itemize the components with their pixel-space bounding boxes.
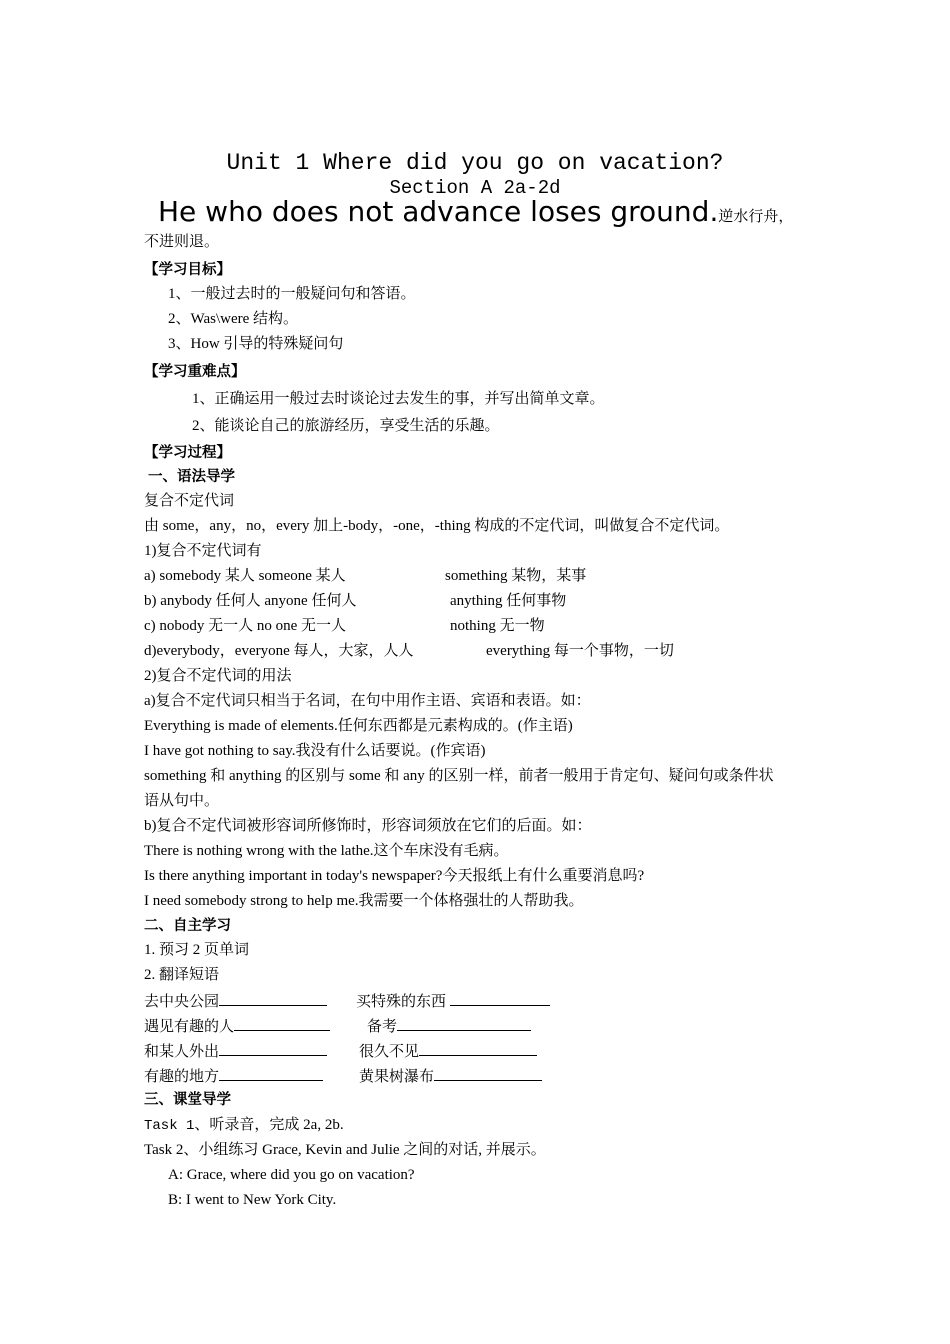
example-sentence: Everything is made of elements.任何东西都是元素构成的。(作主语): [144, 718, 573, 734]
pronoun-row-right: anything 任何事物: [450, 593, 567, 609]
phrase-left: [144, 1015, 330, 1037]
phrase-left: [144, 990, 327, 1012]
phrase-label: 黄果树瀑布: [359, 1069, 435, 1085]
goal-item: 3、How 引导的特殊疑问句: [168, 336, 344, 352]
pronoun-row-right: everything 每一个事物，一切: [486, 643, 674, 659]
grammar-intro: 由 some，any，no，every 加上-body，-one，-thing 构成的不定代词，叫做复合不定代词。: [144, 518, 730, 534]
phrase-label: 备考: [367, 1019, 398, 1035]
usage-note-continued: 语从句中。: [144, 793, 220, 809]
usage-note: something 和 anything 的区别与 some 和 any 的区别一样，前者一般用于肯定句、疑问句或条件状: [144, 768, 774, 784]
self-study-item: 1. 预习 2 页单词: [144, 942, 250, 958]
pronoun-row-left: d)everybody，everyone 每人，大家，人人: [144, 643, 414, 659]
answer-blank[interactable]: [219, 990, 327, 1006]
answer-blank[interactable]: [219, 1040, 327, 1056]
phrase-label: 去中央公园: [144, 994, 220, 1010]
motto-chinese-continued: 不进则退。: [144, 234, 220, 250]
task-1-text: 、听录音，完成 2a, 2b.: [194, 1117, 344, 1133]
self-study-item: 2. 翻译短语: [144, 967, 220, 983]
pronoun-row-left: b) anybody 任何人 anyone 任何人: [144, 593, 357, 609]
example-sentence: I need somebody strong to help me.我需要一个体格强壮的人帮助我。: [144, 893, 584, 909]
phrase-label: 有趣的地方: [144, 1069, 220, 1085]
phrase-label: 很久不见: [359, 1044, 420, 1060]
key-point-item: 1、正确运用一般过去时谈论过去发生的事，并写出简单文章。: [192, 391, 605, 407]
motto-english: He who does not advance loses ground.: [158, 195, 719, 228]
phrase-label: 和某人外出: [144, 1044, 220, 1060]
example-sentence: Is there anything important in today's newspaper?今天报纸上有什么重要消息吗?: [144, 868, 645, 884]
phrase-right: [359, 1040, 537, 1062]
phrase-left: [144, 1065, 323, 1087]
self-study-heading: 二、自主学习: [144, 918, 231, 934]
pronoun-row-left: c) nobody 无一人 no one 无一人: [144, 618, 347, 634]
dialog-line: B: I went to New York City.: [168, 1192, 337, 1208]
grammar-topic: 复合不定代词: [144, 493, 235, 509]
pronoun-row-right: something 某物，某事: [445, 568, 587, 584]
grammar-sub2: 2)复合不定代词的用法: [144, 668, 292, 684]
section-subtitle: Section A 2a-2d: [389, 177, 561, 199]
task-1-label: Task 1: [144, 1118, 195, 1134]
usage-a: a)复合不定代词只相当于名词，在句中用作主语、宾语和表语。如：: [144, 693, 591, 709]
example-sentence: I have got nothing to say.我没有什么话要说。(作宾语): [144, 743, 486, 759]
grammar-sub1: 1)复合不定代词有: [144, 543, 262, 559]
example-sentence: There is nothing wrong with the lathe.这个车床没有毛病。: [144, 843, 509, 859]
motto-chinese: 逆水行舟，: [718, 207, 794, 225]
key-point-item: 2、能谈论自己的旅游经历，享受生活的乐趣。: [192, 418, 500, 434]
goal-item: 2、Was\were 结构。: [168, 311, 299, 327]
answer-blank[interactable]: [219, 1065, 323, 1081]
pronoun-row-left: a) somebody 某人 someone 某人: [144, 568, 346, 584]
answer-blank[interactable]: [450, 990, 550, 1006]
process-heading: 【学习过程】: [144, 445, 231, 461]
phrase-label: 买特殊的东西: [356, 994, 447, 1010]
task-1: [144, 1115, 344, 1136]
phrase-label: 遇见有趣的人: [144, 1019, 235, 1035]
goal-item: 1、一般过去时的一般疑问句和答语。: [168, 286, 416, 302]
class-guide-heading: 三、课堂导学: [144, 1092, 231, 1108]
key-points-heading: 【学习重难点】: [144, 364, 246, 380]
motto-line: [158, 195, 793, 229]
pronoun-row-right: nothing 无一物: [450, 618, 545, 634]
phrase-right: [359, 1065, 542, 1087]
phrase-right: [367, 1015, 531, 1037]
grammar-heading: 一、语法导学: [148, 469, 235, 485]
unit-title: Unit 1 Where did you go on vacation?: [226, 150, 724, 176]
phrase-right: [356, 990, 550, 1012]
phrase-left: [144, 1040, 327, 1062]
goals-heading: 【学习目标】: [144, 262, 231, 278]
answer-blank[interactable]: [234, 1015, 330, 1031]
answer-blank[interactable]: [434, 1065, 542, 1081]
answer-blank[interactable]: [397, 1015, 531, 1031]
answer-blank[interactable]: [419, 1040, 537, 1056]
task-2: Task 2、小组练习 Grace, Kevin and Julie 之间的对话, 并展示。: [144, 1142, 546, 1158]
dialog-line: A: Grace, where did you go on vacation?: [168, 1167, 415, 1183]
usage-b: b)复合不定代词被形容词所修饰时，形容词须放在它们的后面。如：: [144, 818, 592, 834]
